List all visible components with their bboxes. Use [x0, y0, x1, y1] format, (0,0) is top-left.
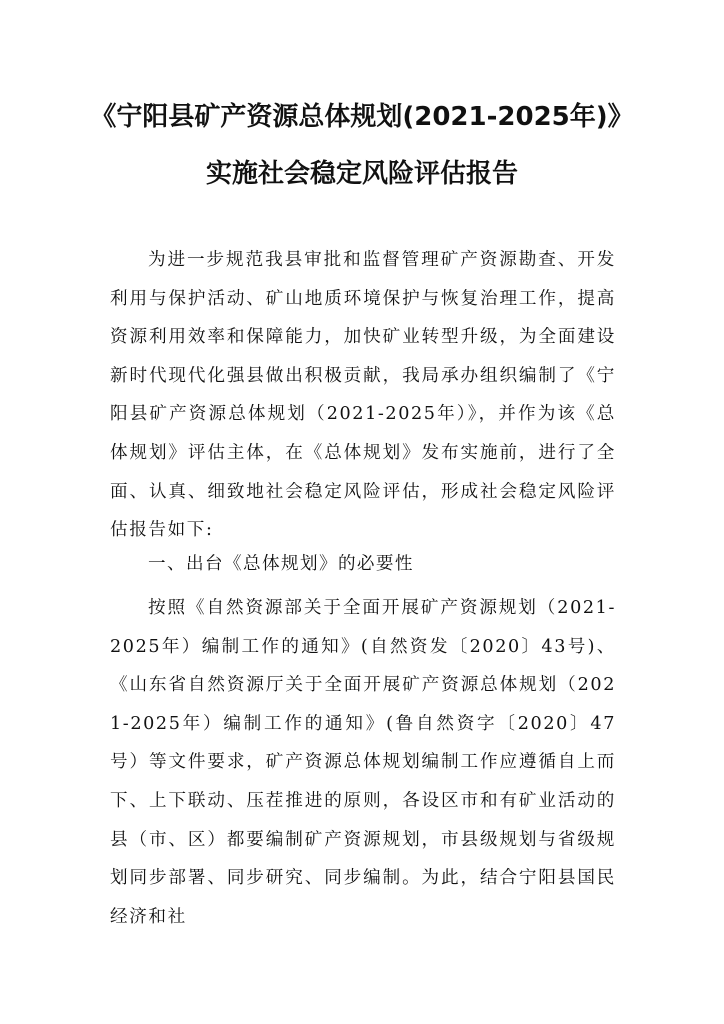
- section-heading: 一、出台《总体规划》的必要性: [148, 554, 414, 574]
- intro-paragraph: 为进一步规范我县审批和监督管理矿产资源勘查、开发利用与保护活动、矿山地质环境保护与恢复治理工作，提高资源利用效率和保障能力，加快矿业转型升级，为全面建设新时代现代化强县做出积极贡献，我局承办组织编制了《宁阳县矿产资源总体规划（2021-2025年）》，并作为该《总体规划》评估主体，在《总体规划》发布实施前，进行了全面、认真、细致地社会稳定风险评估，形成社会稳定风险评估报告如下:: [110, 250, 616, 541]
- section-paragraph: 按照《自然资源部关于全面开展矿产资源规划（2021-2025年）编制工作的通知》(自然资发〔2020〕43号)、《山东省自然资源厅关于全面开展矿产资源总体规划（2021-2025年）编制工作的通知》(鲁自然资字〔2020〕47号）等文件要求，矿产资源总体规划编制工作应遵循自上而下、上下联动、压茬推进的原则，各设区市和有矿业活动的县（市、区）都要编制矿产资源规划，市县级规划与省级规划同步部署、同步研究、同步编制。为此，结合宁阳县国民经济和社: [110, 598, 616, 927]
- document-title-line1: 《宁阳县矿产资源总体规划(2021-2025年)》: [90, 102, 634, 132]
- document-title-line2: 实施社会稳定风险评估报告: [205, 159, 518, 189]
